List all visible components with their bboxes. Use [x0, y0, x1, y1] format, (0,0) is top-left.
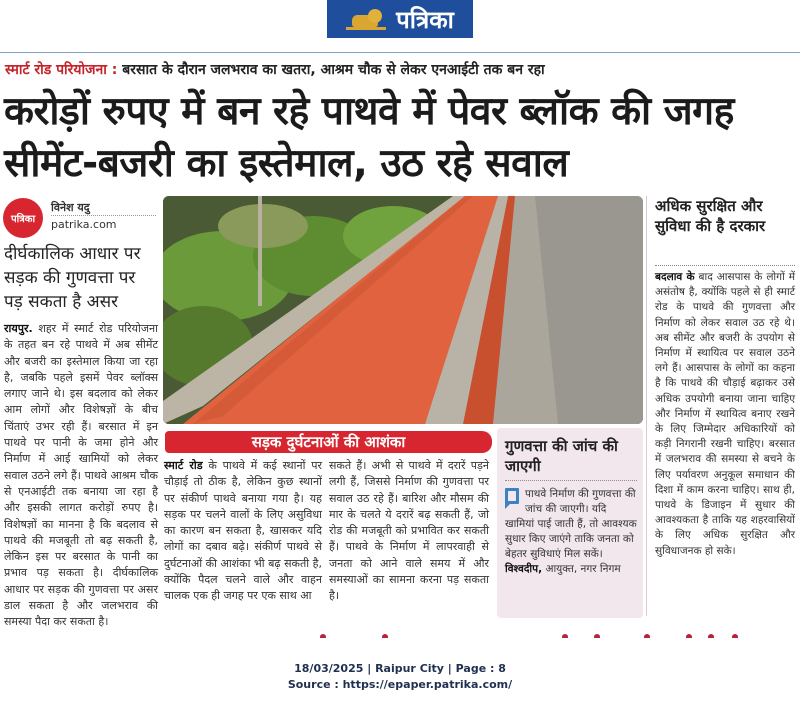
lion-emblem-icon	[346, 7, 386, 31]
accident-column-1	[164, 458, 322, 605]
byline-divider	[51, 215, 156, 216]
headline: करोड़ों रुपए में बन रहे पाथवे में पेवर ब्लॉक की जगह सीमेंट-बजरी का इस्तेमाल, उठ रहे सवाल	[4, 89, 734, 186]
brand-name: पत्रिका	[396, 5, 454, 34]
accident-lead: स्मार्ट रोड	[164, 459, 203, 472]
author-site: patrika.com	[51, 218, 117, 231]
source-info: Source : https://epaper.patrika.com/	[287, 678, 513, 691]
right-column-body	[655, 270, 795, 559]
accident-column-2	[329, 458, 489, 605]
quote-box	[497, 428, 643, 618]
accident-text-1: के पाथवे में कई स्थानों पर चौड़ाई तो ठीक है, लेकिन कुछ स्थानों पर संकीर्ण पाथवे बनाया गया है। यह सड़क पर चलने वालों के लिए असुविधा का कारण बन सकता है, खासकर यदि लोगों का दबाव बढ़े। संकीर्ण पाथवे से दुर्घटनाओं की आशंका भी बढ़ सकती है, क्योंकि पैदल चलने वाले और वाहन चालक एक ही जगह पर एक साथ आ	[164, 459, 322, 603]
speaker-name: विश्वदीप,	[505, 563, 543, 575]
right-body-text: बाद आसपास के लोगों में असंतोष है, क्योंकि पहले से ही स्मार्ट रोड के पाथवे की गुणवत्ता और निर्माण को लेकर सवाल उठ रहे थे। अब सीमेंट और बजरी के उपयोग से निर्माण में स्थायित्व पर सवाल उठने लगे हैं। आसपास के लोगों का कहना है कि पाथवे की चौड़ाई बढ़ाकर उसे अधिक उपयोगी बनाया जाना चाहिए और निर्माण में स्थायित्व बनाए रखने के लिए जिम्मेदार अधिकारियों को कड़ी निगरानी रखनी चाहिए। बरसात में जलभराव की समस्या से बचने के लिए पर्यावरण अनुकूल समाधान की दिशा में काम करना चाहिए। साथ ही, पाथवे के डिजाइन में सुधार की आवश्यकता है ताकि यह शहरवासियों के लिए अधिक सुरक्षित और सुविधाजनक हो सके।	[655, 271, 796, 557]
section-banner: सड़क दुर्घटनाओं की आशंका	[165, 431, 492, 453]
speech-bubble-icon	[505, 488, 519, 504]
speaker-title: आयुक्त, नगर निगम	[545, 563, 621, 575]
quote-text: पाथवे निर्माण की गुणवत्ता की जांच की जाएगी। यदि खामियां पाई जाती हैं, तो आवश्यक सुधार किए जाएंगे ताकि जनता को बेहतर सुविधाएं मिल सकें।	[505, 488, 637, 560]
kicker	[5, 60, 545, 79]
left-subhead: दीर्घकालिक आधार पर सड़क की गुणवत्ता पर पड़ सकता है असर	[4, 244, 141, 312]
left-body-text: शहर में स्मार्ट रोड परियोजना के तहत बन रहे पाथवे में अब सीमेंट और बजरी का इस्तेमाल किया जा रहा है, जबकि पहले इसमें पेवर ब्लॉक्स लगाए जाने थे। इस बदलाव को लेकर आम लोगों और विशेषज्ञों के बीच चिंताएं उभर रही हैं। बरसात में इन पाथवे पर पानी के जमा होने और निर्माण में आई खामियों को लेकर सवाल उठने लगे हैं। पाथवे आश्रम चौक से एनआईटी तक बनाया जा रहा है और इसकी लागत करोड़ों रुपए है। विशेषज्ञों का मानना है कि बदलाव से पाथवे की मजबूती तो बढ़ सकती है, लेकिन इस पर बरसात के पानी का प्रभाव पड़ सकता है। दीर्घकालिक आधार पर सड़क की गुणवत्ता पर असर डाल सकता है और जलभराव की समस्या पैदा कर सकता है।	[4, 322, 158, 629]
kicker-text: बरसात के दौरान जलभराव का खतरा, आश्रम चौक से लेकर एनआईटी तक बन रहा	[122, 62, 545, 78]
clipping-edge-marks	[0, 632, 800, 642]
right-heading: अधिक सुरक्षित और सुविधा की है दरकार	[655, 197, 766, 235]
clipping-footer	[0, 661, 800, 693]
right-heading-divider	[655, 265, 795, 266]
column-divider	[646, 196, 647, 616]
edition-info: 18/03/2025 | Raipur City | Page : 8	[294, 662, 506, 675]
accident-text-2: सकते हैं। अभी से पाथवे में दरारें पड़ने लगी हैं, जिससे निर्माण की गुणवत्ता पर सवाल उठ रहे हैं। बारिश और मौसम की मार के चलते ये दरारें बढ़ सकती हैं, जो रोड की मजबूती को प्रभावित कर सकती हैं। पाथवे के निर्माण में लापरवाही से जनता को आने वाले समय में और समस्याओं का सामना करना पड़ सकता है।	[329, 459, 489, 603]
kicker-label: स्मार्ट रोड परियोजना :	[5, 62, 118, 78]
quote-box-body	[505, 487, 637, 577]
quote-box-heading: गुणवत्ता की जांच की जाएगी	[505, 437, 618, 475]
author-name: विनेश यदु	[51, 201, 90, 214]
right-lead: बदलाव के	[655, 271, 695, 283]
top-divider	[0, 52, 800, 53]
patrika-logo-icon: पत्रिका	[3, 198, 43, 238]
quote-box-divider	[505, 480, 637, 481]
quote-attribution	[505, 562, 637, 577]
dateline: रायपुर.	[4, 322, 33, 335]
article-photo	[163, 196, 643, 424]
author-byline	[3, 198, 158, 234]
left-column-body	[4, 321, 158, 631]
masthead-logo	[327, 0, 473, 38]
